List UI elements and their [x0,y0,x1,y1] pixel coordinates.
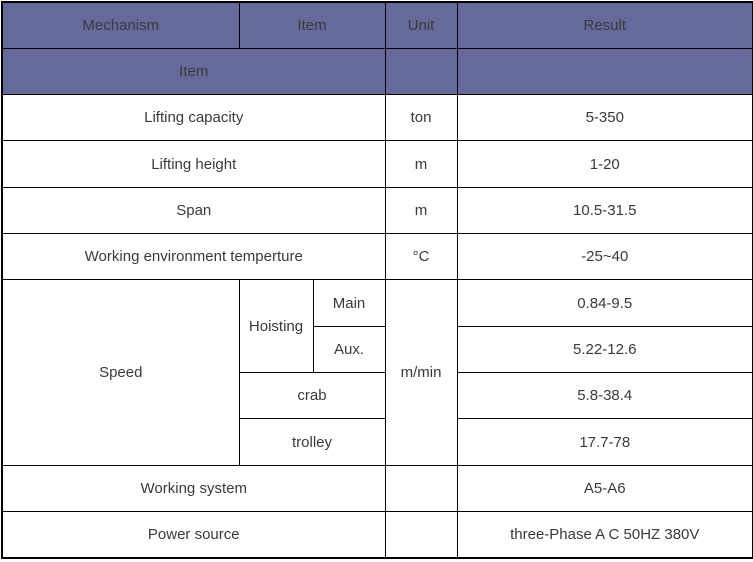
working-temp-label: Working environment temperture [2,234,385,280]
row-working-system [2,465,753,511]
speed-label: Speed [2,280,239,465]
speed-hoisting-main-result: 0.84-9.5 [457,280,753,326]
span-label: Span [2,187,385,233]
power-source-result: three-Phase A C 50HZ 380V [457,512,753,558]
row-power-source [2,512,753,558]
speed-crab-label: crab [239,373,385,419]
speed-hoisting-main-label: Main [313,280,385,326]
subheader-cell-unit [385,48,457,94]
working-temp-result: -25~40 [457,234,753,280]
power-source-unit [385,512,457,558]
header-cell-mechanism: Mechanism [2,2,239,48]
speed-hoisting-aux-label: Aux. [313,326,385,372]
working-system-unit [385,465,457,511]
working-system-result: A5-A6 [457,465,753,511]
power-source-label: Power source [2,512,385,558]
working-temp-unit: °C [385,234,457,280]
subheader-cell-item: Item [2,48,385,94]
lifting-capacity-label: Lifting capacity [2,95,385,141]
speed-crab-result: 5.8-38.4 [457,373,753,419]
subheader-row [2,48,753,94]
speed-hoisting-label: Hoisting [239,280,313,373]
span-unit: m [385,187,457,233]
header-cell-result: Result [457,2,753,48]
subheader-cell-result [457,48,753,94]
header-row [2,2,753,48]
lifting-capacity-unit: ton [385,95,457,141]
lifting-height-result: 1-20 [457,141,753,187]
span-result: 10.5-31.5 [457,187,753,233]
row-speed-hoisting-main [2,280,753,326]
header-cell-item: Item [239,2,385,48]
row-working-temp [2,234,753,280]
speed-unit: m/min [385,280,457,465]
row-lifting-height [2,141,753,187]
crane-spec-table [1,1,753,559]
working-system-label: Working system [2,465,385,511]
row-lifting-capacity [2,95,753,141]
speed-trolley-result: 17.7-78 [457,419,753,465]
speed-trolley-label: trolley [239,419,385,465]
lifting-height-label: Lifting height [2,141,385,187]
speed-hoisting-aux-result: 5.22-12.6 [457,326,753,372]
header-cell-unit: Unit [385,2,457,48]
lifting-height-unit: m [385,141,457,187]
row-span [2,187,753,233]
lifting-capacity-result: 5-350 [457,95,753,141]
